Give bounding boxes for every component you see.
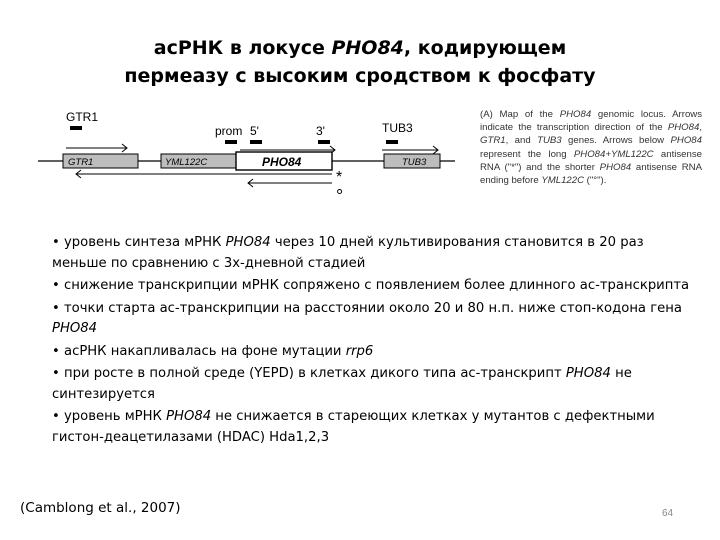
bullet-item xyxy=(52,233,692,274)
bullet-text-rest: не снижается в стареющих клетках у мутантов с дефектными гистон-деацетилазами (HDAC) Hda1,2,3 xyxy=(52,409,655,445)
bullet-marker: • xyxy=(52,278,60,293)
caption-gene: PHO84 xyxy=(559,109,592,120)
bar-3prime xyxy=(318,140,330,144)
caption-gene: TUB3 xyxy=(537,135,562,147)
marker-circle: ° xyxy=(336,186,344,206)
bullet-list xyxy=(52,233,692,450)
caption-gene: PHO84 xyxy=(599,161,632,173)
bullet-gene: PHO84 xyxy=(225,235,271,250)
box-pho84-label: PHO84 xyxy=(262,155,302,169)
box-tub3-label: TUB3 xyxy=(402,157,427,168)
label-5prime: 5' xyxy=(250,124,259,138)
bullet-marker: • xyxy=(52,235,60,250)
title-gene: PHO84 xyxy=(331,37,404,59)
bullet-item xyxy=(52,407,692,448)
caption-text: antisense RNA ("*") and the shorter xyxy=(480,148,702,173)
page-number: 64 xyxy=(662,508,674,519)
label-prom: prom xyxy=(215,124,243,138)
title-text-a: асРНК в локусе xyxy=(153,37,332,59)
bullet-text: уровень синтеза мРНК xyxy=(63,235,226,250)
caption-text: (A) Map of the xyxy=(480,109,560,120)
caption-text: represent the long xyxy=(480,148,574,160)
bullet-marker: • xyxy=(52,366,60,381)
bullet-text: асРНК накапливалась на фоне мутации xyxy=(63,343,346,359)
bar-gtr1 xyxy=(70,126,82,130)
caption-gene: PHO84+YML122C xyxy=(573,148,654,160)
bullet-text: при росте в полной среде (YEPD) в клетках дикого типа ас-транскрипт xyxy=(63,366,566,381)
marker-star: * xyxy=(336,169,343,186)
title-text-b: , кодирующем xyxy=(403,37,567,59)
caption-gene: PHO84 xyxy=(670,135,702,147)
box-yml122c-label: YML122C xyxy=(165,157,208,168)
slide-title xyxy=(0,34,720,90)
arrow-gtr1 xyxy=(66,144,127,152)
pho84-locus-map xyxy=(30,100,470,210)
bullet-item xyxy=(52,364,692,405)
bullet-text: снижение транскрипции мРНК сопряжено с появлением более длинного ас-транскрипта xyxy=(63,278,690,293)
bullet-gene: rrp6 xyxy=(345,343,374,359)
caption-gene: YML122C xyxy=(541,175,585,187)
title-line-1 xyxy=(0,34,720,62)
caption-text: genomic locus. Arrows indicate the transcription direction of the xyxy=(480,109,702,134)
bullet-marker: • xyxy=(52,343,60,359)
bullet-gene: PHO84 xyxy=(166,409,212,424)
caption-text: ("°"). xyxy=(584,175,607,187)
citation: (Camblong et al., 2007) xyxy=(20,500,181,516)
bar-tub3 xyxy=(386,140,398,144)
label-gtr1: GTR1 xyxy=(66,110,99,124)
title-line-2: пермеазу с высоким сродством к фосфату xyxy=(124,65,596,87)
arrow-short-antisense xyxy=(248,179,332,187)
bullet-gene: PHO84 xyxy=(565,366,611,381)
bullet-gene: PHO84 xyxy=(52,321,98,336)
bar-5prime xyxy=(250,140,262,144)
bullet-item xyxy=(52,342,692,363)
bullet-marker: • xyxy=(52,409,60,424)
bullet-text-rest: через 10 дней культивирования становится в 20 раз меньше по сравнению с 3х-дневной стадией xyxy=(52,235,644,271)
arrow-long-antisense xyxy=(76,170,332,178)
figure-caption xyxy=(480,108,702,187)
bullet-item xyxy=(52,299,692,340)
caption-text: antisense RNA ending before xyxy=(480,161,702,187)
caption-text: genes. Arrows below xyxy=(561,135,671,147)
caption-gene: GTR1 xyxy=(480,135,506,147)
bar-prom xyxy=(225,140,237,144)
bullet-text: точки старта ас-транскрипции на расстоянии около 20 и 80 н.п. ниже стоп-кодона гена xyxy=(63,300,682,316)
bullet-item xyxy=(52,276,692,297)
caption-text: , xyxy=(699,122,702,134)
box-gtr1-label: GTR1 xyxy=(68,157,94,168)
bullet-marker: • xyxy=(52,300,60,316)
label-3prime: 3' xyxy=(316,124,325,138)
bullet-text-rest: не синтезируется xyxy=(52,366,632,402)
caption-gene: PHO84 xyxy=(667,122,700,134)
caption-text: , and xyxy=(505,135,538,147)
bullet-text: уровень мРНК xyxy=(63,409,167,424)
arrow-tub3 xyxy=(382,146,438,154)
label-tub3: TUB3 xyxy=(382,121,413,135)
